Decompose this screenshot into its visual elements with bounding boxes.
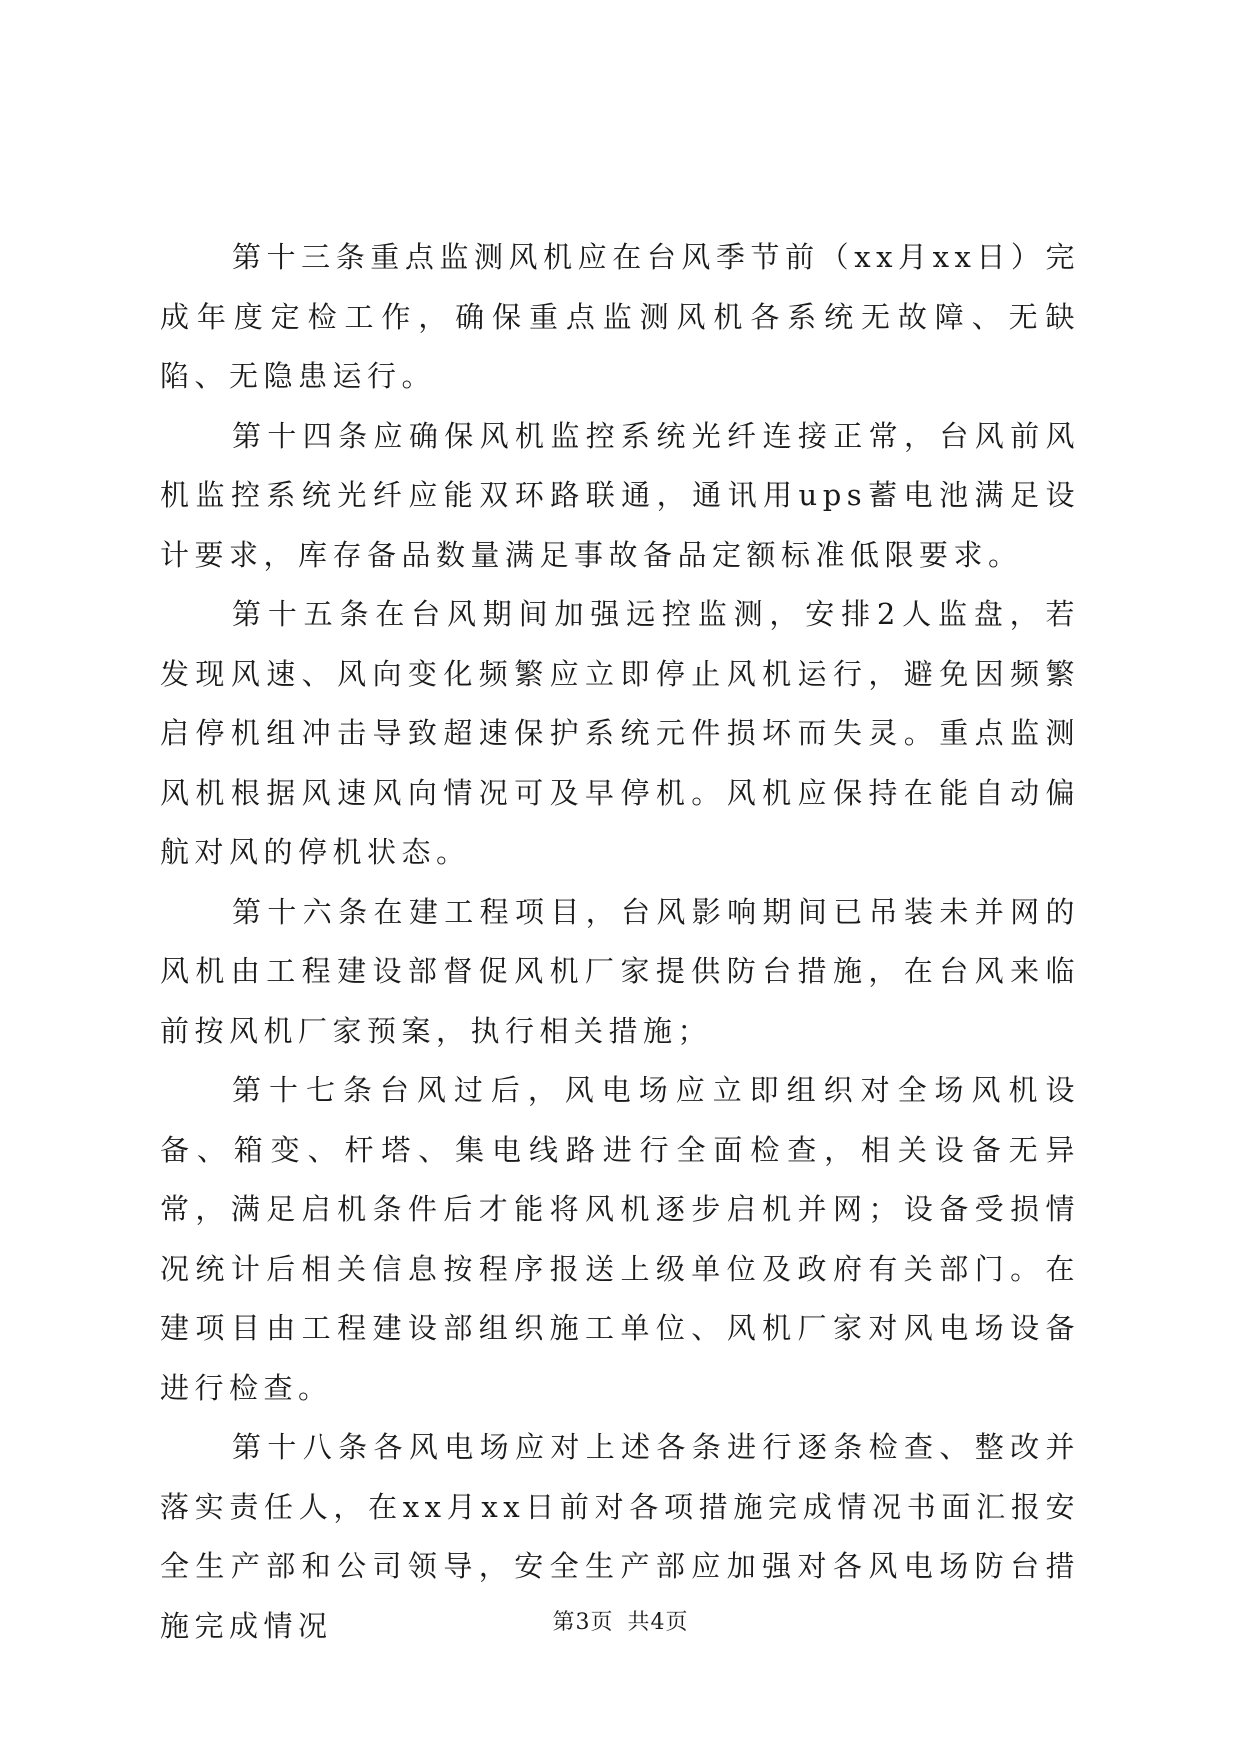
document-body	[160, 228, 1080, 1656]
paragraph-article-18: 第十八条各风电场应对上述各条进行逐条检查、整改并落实责任人，在xx月xx日前对各项措施完成情况书面汇报安全生产部和公司领导，安全生产部应加强对各风电场防台措施完成情况	[160, 1430, 1080, 1643]
page-footer	[0, 1605, 1241, 1636]
page-total: 共4页	[627, 1610, 689, 1635]
page-number: 第3页	[552, 1610, 614, 1635]
paragraph-article-17: 第十七条台风过后，风电场应立即组织对全场风机设备、箱变、杆塔、集电线路进行全面检查，相关设备无异常，满足启机条件后才能将风机逐步启机并网；设备受损情况统计后相关信息按程序报送上级单位及政府有关部门。在建项目由工程建设部组织施工单位、风机厂家对风电场设备进行检查。	[160, 1073, 1080, 1405]
paragraph-article-16: 第十六条在建工程项目，台风影响期间已吊装未并网的风机由工程建设部督促风机厂家提供防台措施，在台风来临前按风机厂家预案，执行相关措施；	[160, 894, 1080, 1048]
paragraph-article-14: 第十四条应确保风机监控系统光纤连接正常，台风前风机监控系统光纤应能双环路联通，通讯用ups蓄电池满足设计要求，库存备品数量满足事故备品定额标准低限要求。	[160, 418, 1080, 572]
paragraph-article-13: 第十三条重点监测风机应在台风季节前（xx月xx日）完成年度定检工作，确保重点监测风机各系统无故障、无缺陷、无隐患运行。	[160, 240, 1080, 393]
paragraph-article-15: 第十五条在台风期间加强远控监测，安排2人监盘，若发现风速、风向变化频繁应立即停止风机运行，避免因频繁启停机组冲击导致超速保护系统元件损坏而失灵。重点监测风机根据风速风向情况可及早停机。风机应保持在能自动偏航对风的停机状态。	[160, 597, 1080, 869]
